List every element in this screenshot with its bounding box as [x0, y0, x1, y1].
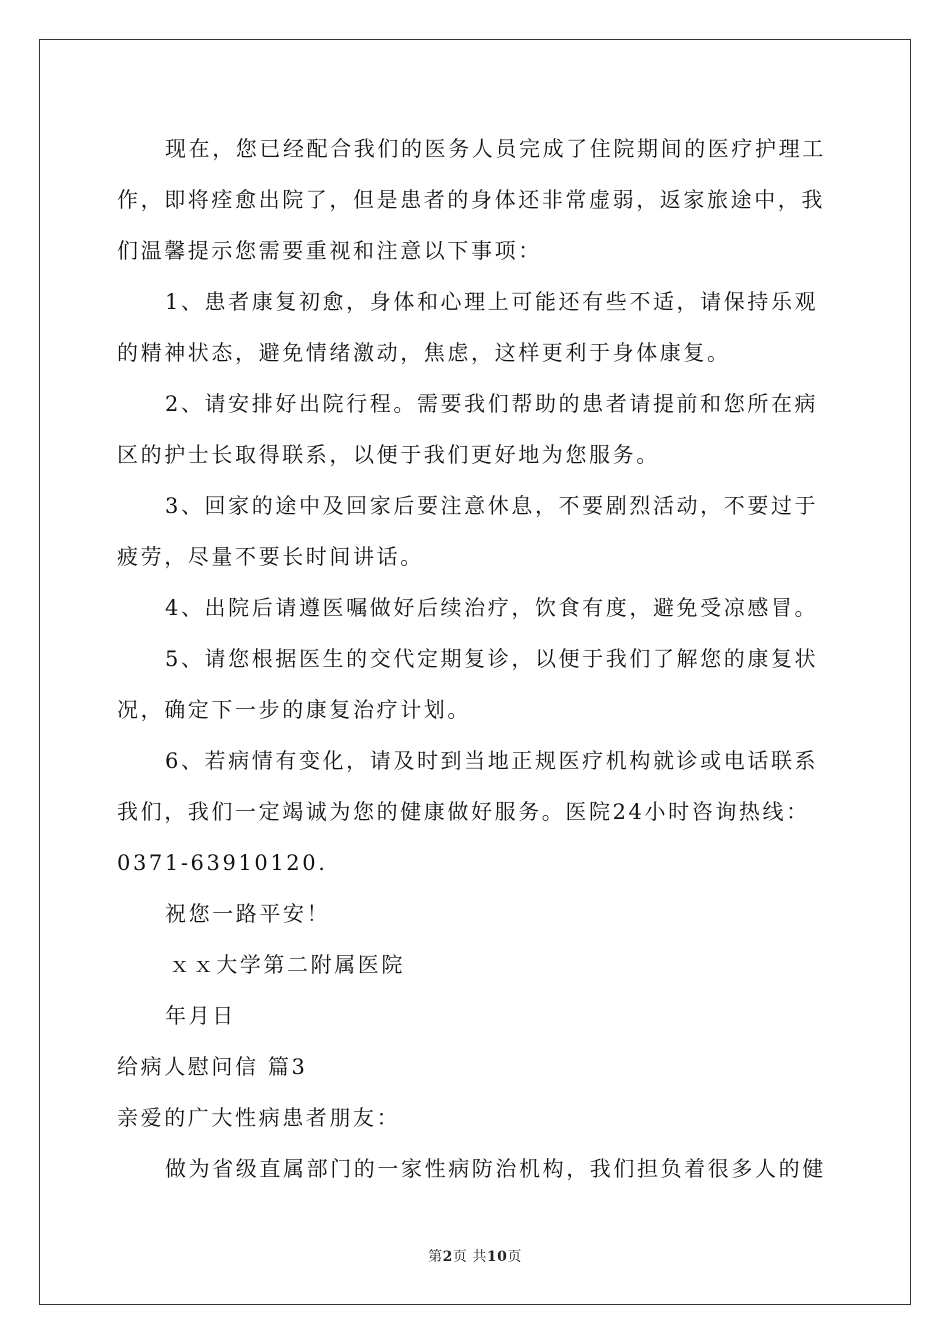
- signature-hospital: ｘｘ大学第二附属医院: [169, 953, 405, 977]
- footer-suffix: 页: [507, 1249, 522, 1265]
- item-6-line-1: 6、若病情有变化，请及时到当地正规医疗机构就诊或电话联系: [165, 749, 819, 773]
- hotline-number: 0371-63910120.: [117, 851, 328, 875]
- footer-prefix: 第: [428, 1249, 443, 1265]
- signature-date: 年月日: [165, 1004, 236, 1028]
- document-body: [117, 124, 837, 1195]
- page-footer: [0, 1246, 950, 1266]
- item-2-line-2: 区的护士长取得联系，以便于我们更好地为您服务。: [117, 443, 660, 467]
- paragraph-intro-line-1: 现在，您已经配合我们的医务人员完成了住院期间的医疗护理工: [165, 137, 826, 161]
- closing-wish: 祝您一路平安！: [165, 902, 331, 926]
- item-5-line-2: 况，确定下一步的康复治疗计划。: [117, 698, 471, 722]
- item-5-line-1: 5、请您根据医生的交代定期复诊，以便于我们了解您的康复状: [165, 647, 819, 671]
- section-heading: 给病人慰问信 篇3: [117, 1055, 308, 1079]
- item-3-line-2: 疲劳，尽量不要长时间讲话。: [117, 545, 424, 569]
- paragraph-intro-line-3: 们温馨提示您需要重视和注意以下事项：: [117, 239, 542, 263]
- paragraph-intro-line-2: 作，即将痊愈出院了，但是患者的身体还非常虚弱，返家旅途中，我: [117, 188, 825, 212]
- footer-total-pages: 10: [486, 1249, 508, 1265]
- item-1-line-2: 的精神状态，避免情绪激动，焦虑，这样更利于身体康复。: [117, 341, 731, 365]
- paragraph-next-line-1: 做为省级直属部门的一家性病防治机构，我们担负着很多人的健: [165, 1157, 826, 1181]
- footer-mid: 页 共: [452, 1249, 487, 1265]
- greeting: 亲爱的广大性病患者朋友：: [117, 1106, 401, 1130]
- item-2-line-1: 2、请安排好出院行程。需要我们帮助的患者请提前和您所在病: [165, 392, 819, 416]
- item-4-line-1: 4、出院后请遵医嘱做好后续治疗，饮食有度，避免受凉感冒。: [165, 596, 819, 620]
- footer-current-page: 2: [442, 1249, 453, 1265]
- item-6-line-2: 我们，我们一定竭诚为您的健康做好服务。医院24小时咨询热线：: [117, 800, 810, 824]
- item-3-line-1: 3、回家的途中及回家后要注意休息，不要剧烈活动，不要过于: [165, 494, 819, 518]
- item-1-line-1: 1、患者康复初愈，身体和心理上可能还有些不适，请保持乐观: [165, 290, 819, 314]
